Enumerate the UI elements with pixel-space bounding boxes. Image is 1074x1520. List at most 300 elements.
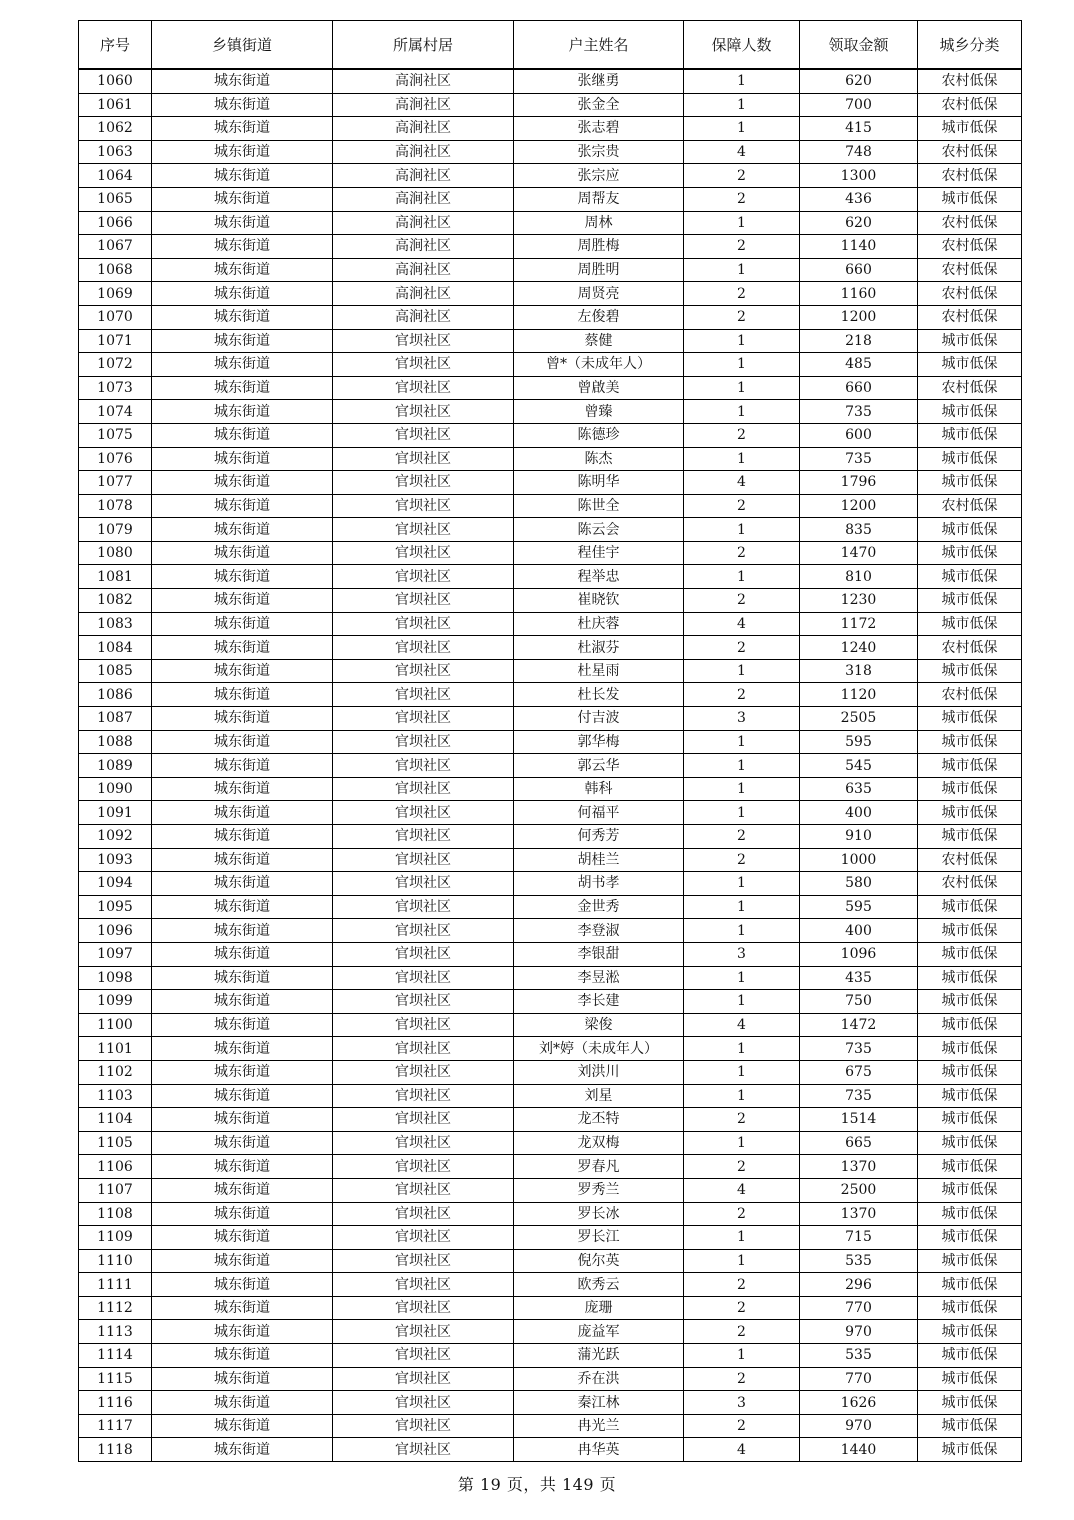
cell-town: 城东街道 xyxy=(152,1344,333,1368)
cell-village: 官坝社区 xyxy=(333,848,514,872)
cell-amount: 435 xyxy=(800,966,918,990)
cell-category: 农村低保 xyxy=(918,69,1022,93)
cell-persons: 2 xyxy=(684,1320,800,1344)
cell-village: 官坝社区 xyxy=(333,895,514,919)
cell-amount: 1796 xyxy=(800,471,918,495)
table-row xyxy=(79,1249,1022,1273)
cell-persons: 1 xyxy=(684,966,800,990)
cell-householder: 胡书孝 xyxy=(514,872,684,896)
cell-village: 官坝社区 xyxy=(333,942,514,966)
cell-amount: 400 xyxy=(800,801,918,825)
cell-village: 官坝社区 xyxy=(333,541,514,565)
cell-category: 城市低保 xyxy=(918,471,1022,495)
cell-category: 农村低保 xyxy=(918,872,1022,896)
cell-category: 城市低保 xyxy=(918,1273,1022,1297)
cell-town: 城东街道 xyxy=(152,235,333,259)
cell-householder: 周胜明 xyxy=(514,258,684,282)
cell-amount: 1120 xyxy=(800,683,918,707)
cell-persons: 4 xyxy=(684,1438,800,1462)
cell-village: 官坝社区 xyxy=(333,1037,514,1061)
cell-persons: 1 xyxy=(684,659,800,683)
cell-category: 城市低保 xyxy=(918,1226,1022,1250)
cell-persons: 2 xyxy=(684,305,800,329)
table-row xyxy=(79,825,1022,849)
cell-category: 城市低保 xyxy=(918,1155,1022,1179)
table-row xyxy=(79,1155,1022,1179)
table-row xyxy=(79,895,1022,919)
cell-seq: 1105 xyxy=(79,1131,152,1155)
cell-seq: 1077 xyxy=(79,471,152,495)
cell-householder: 罗长江 xyxy=(514,1226,684,1250)
cell-householder: 杜淑芬 xyxy=(514,636,684,660)
cell-amount: 1172 xyxy=(800,612,918,636)
cell-category: 城市低保 xyxy=(918,730,1022,754)
cell-category: 城市低保 xyxy=(918,1344,1022,1368)
cell-amount: 1230 xyxy=(800,589,918,613)
cell-category: 城市低保 xyxy=(918,1202,1022,1226)
cell-seq: 1097 xyxy=(79,942,152,966)
cell-amount: 1626 xyxy=(800,1391,918,1415)
table-row xyxy=(79,305,1022,329)
cell-persons: 1 xyxy=(684,1060,800,1084)
cell-category: 城市低保 xyxy=(918,825,1022,849)
cell-amount: 770 xyxy=(800,1367,918,1391)
cell-amount: 1096 xyxy=(800,942,918,966)
cell-seq: 1071 xyxy=(79,329,152,353)
cell-householder: 龙双梅 xyxy=(514,1131,684,1155)
cell-town: 城东街道 xyxy=(152,258,333,282)
cell-village: 高涧社区 xyxy=(333,305,514,329)
cell-amount: 665 xyxy=(800,1131,918,1155)
table-row xyxy=(79,93,1022,117)
cell-town: 城东街道 xyxy=(152,329,333,353)
cell-persons: 2 xyxy=(684,683,800,707)
cell-householder: 周帮友 xyxy=(514,187,684,211)
cell-village: 官坝社区 xyxy=(333,990,514,1014)
cell-seq: 1107 xyxy=(79,1178,152,1202)
table-row xyxy=(79,990,1022,1014)
cell-householder: 张金全 xyxy=(514,93,684,117)
cell-persons: 1 xyxy=(684,329,800,353)
cell-householder: 何福平 xyxy=(514,801,684,825)
cell-village: 官坝社区 xyxy=(333,1320,514,1344)
cell-persons: 1 xyxy=(684,990,800,1014)
cell-amount: 735 xyxy=(800,1037,918,1061)
cell-persons: 1 xyxy=(684,93,800,117)
cell-category: 城市低保 xyxy=(918,187,1022,211)
table-row xyxy=(79,329,1022,353)
cell-village: 官坝社区 xyxy=(333,683,514,707)
cell-category: 农村低保 xyxy=(918,305,1022,329)
cell-village: 高涧社区 xyxy=(333,140,514,164)
cell-village: 官坝社区 xyxy=(333,1249,514,1273)
cell-village: 官坝社区 xyxy=(333,1084,514,1108)
cell-amount: 545 xyxy=(800,754,918,778)
table-row xyxy=(79,659,1022,683)
cell-persons: 1 xyxy=(684,777,800,801)
cell-seq: 1080 xyxy=(79,541,152,565)
cell-amount: 1200 xyxy=(800,494,918,518)
header-row xyxy=(79,21,1022,70)
cell-householder: 李登淑 xyxy=(514,919,684,943)
cell-category: 城市低保 xyxy=(918,1320,1022,1344)
header-village: 所属村居 xyxy=(333,21,514,70)
cell-persons: 1 xyxy=(684,117,800,141)
table-row xyxy=(79,942,1022,966)
cell-seq: 1091 xyxy=(79,801,152,825)
cell-village: 官坝社区 xyxy=(333,636,514,660)
cell-town: 城东街道 xyxy=(152,1060,333,1084)
table-row xyxy=(79,69,1022,93)
cell-householder: 李银甜 xyxy=(514,942,684,966)
cell-category: 城市低保 xyxy=(918,801,1022,825)
table-row xyxy=(79,1296,1022,1320)
cell-category: 城市低保 xyxy=(918,1037,1022,1061)
cell-category: 农村低保 xyxy=(918,494,1022,518)
cell-town: 城东街道 xyxy=(152,872,333,896)
cell-category: 城市低保 xyxy=(918,1084,1022,1108)
cell-seq: 1114 xyxy=(79,1344,152,1368)
cell-seq: 1093 xyxy=(79,848,152,872)
cell-village: 官坝社区 xyxy=(333,1131,514,1155)
table-row xyxy=(79,211,1022,235)
cell-persons: 4 xyxy=(684,612,800,636)
cell-town: 城东街道 xyxy=(152,1178,333,1202)
cell-seq: 1113 xyxy=(79,1320,152,1344)
cell-seq: 1066 xyxy=(79,211,152,235)
table-row xyxy=(79,1273,1022,1297)
cell-householder: 金世秀 xyxy=(514,895,684,919)
cell-persons: 2 xyxy=(684,1273,800,1297)
cell-seq: 1108 xyxy=(79,1202,152,1226)
cell-persons: 2 xyxy=(684,1108,800,1132)
cell-town: 城东街道 xyxy=(152,1273,333,1297)
cell-town: 城东街道 xyxy=(152,683,333,707)
cell-householder: 崔晓钦 xyxy=(514,589,684,613)
table-row xyxy=(79,1391,1022,1415)
cell-amount: 1514 xyxy=(800,1108,918,1132)
cell-seq: 1068 xyxy=(79,258,152,282)
cell-category: 城市低保 xyxy=(918,423,1022,447)
cell-category: 农村低保 xyxy=(918,376,1022,400)
table-row xyxy=(79,494,1022,518)
cell-village: 官坝社区 xyxy=(333,518,514,542)
cell-town: 城东街道 xyxy=(152,801,333,825)
cell-persons: 2 xyxy=(684,187,800,211)
table-row xyxy=(79,589,1022,613)
cell-town: 城东街道 xyxy=(152,376,333,400)
cell-town: 城东街道 xyxy=(152,754,333,778)
cell-category: 城市低保 xyxy=(918,1013,1022,1037)
cell-category: 城市低保 xyxy=(918,1060,1022,1084)
cell-amount: 660 xyxy=(800,258,918,282)
table-row xyxy=(79,1344,1022,1368)
cell-village: 官坝社区 xyxy=(333,471,514,495)
cell-householder: 罗秀兰 xyxy=(514,1178,684,1202)
cell-persons: 1 xyxy=(684,69,800,93)
cell-persons: 1 xyxy=(684,353,800,377)
cell-seq: 1067 xyxy=(79,235,152,259)
cell-category: 农村低保 xyxy=(918,848,1022,872)
cell-category: 农村低保 xyxy=(918,93,1022,117)
cell-amount: 1300 xyxy=(800,164,918,188)
cell-persons: 1 xyxy=(684,872,800,896)
cell-village: 官坝社区 xyxy=(333,1202,514,1226)
cell-village: 官坝社区 xyxy=(333,1178,514,1202)
cell-category: 城市低保 xyxy=(918,1178,1022,1202)
cell-householder: 龙丕特 xyxy=(514,1108,684,1132)
table-row xyxy=(79,518,1022,542)
cell-householder: 周贤亮 xyxy=(514,282,684,306)
cell-persons: 1 xyxy=(684,1226,800,1250)
cell-category: 农村低保 xyxy=(918,636,1022,660)
cell-town: 城东街道 xyxy=(152,1013,333,1037)
table-row xyxy=(79,1320,1022,1344)
table-row xyxy=(79,187,1022,211)
cell-persons: 2 xyxy=(684,1202,800,1226)
cell-village: 高涧社区 xyxy=(333,211,514,235)
cell-seq: 1100 xyxy=(79,1013,152,1037)
cell-category: 城市低保 xyxy=(918,565,1022,589)
cell-seq: 1079 xyxy=(79,518,152,542)
table-row xyxy=(79,447,1022,471)
cell-amount: 1140 xyxy=(800,235,918,259)
cell-town: 城东街道 xyxy=(152,1391,333,1415)
cell-seq: 1069 xyxy=(79,282,152,306)
cell-category: 城市低保 xyxy=(918,518,1022,542)
cell-persons: 3 xyxy=(684,707,800,731)
table-body xyxy=(79,69,1022,1462)
cell-village: 官坝社区 xyxy=(333,1296,514,1320)
cell-category: 农村低保 xyxy=(918,164,1022,188)
cell-householder: 周胜梅 xyxy=(514,235,684,259)
cell-village: 高涧社区 xyxy=(333,235,514,259)
cell-amount: 1200 xyxy=(800,305,918,329)
cell-householder: 刘星 xyxy=(514,1084,684,1108)
cell-amount: 620 xyxy=(800,69,918,93)
cell-persons: 3 xyxy=(684,942,800,966)
cell-village: 官坝社区 xyxy=(333,1060,514,1084)
cell-town: 城东街道 xyxy=(152,187,333,211)
table-header xyxy=(79,21,1022,70)
table-row xyxy=(79,376,1022,400)
cell-town: 城东街道 xyxy=(152,353,333,377)
cell-seq: 1106 xyxy=(79,1155,152,1179)
cell-householder: 蒲光跃 xyxy=(514,1344,684,1368)
cell-category: 城市低保 xyxy=(918,589,1022,613)
cell-category: 城市低保 xyxy=(918,942,1022,966)
cell-village: 官坝社区 xyxy=(333,659,514,683)
cell-village: 官坝社区 xyxy=(333,1414,514,1438)
cell-village: 官坝社区 xyxy=(333,494,514,518)
cell-seq: 1073 xyxy=(79,376,152,400)
cell-householder: 陈明华 xyxy=(514,471,684,495)
cell-village: 高涧社区 xyxy=(333,187,514,211)
cell-seq: 1092 xyxy=(79,825,152,849)
cell-householder: 乔在洪 xyxy=(514,1367,684,1391)
cell-seq: 1110 xyxy=(79,1249,152,1273)
cell-village: 官坝社区 xyxy=(333,966,514,990)
cell-village: 高涧社区 xyxy=(333,282,514,306)
cell-seq: 1098 xyxy=(79,966,152,990)
cell-seq: 1084 xyxy=(79,636,152,660)
cell-category: 城市低保 xyxy=(918,1391,1022,1415)
cell-persons: 1 xyxy=(684,211,800,235)
table-row xyxy=(79,1013,1022,1037)
table-row xyxy=(79,1037,1022,1061)
cell-village: 官坝社区 xyxy=(333,1438,514,1462)
cell-amount: 600 xyxy=(800,423,918,447)
cell-householder: 何秀芳 xyxy=(514,825,684,849)
cell-amount: 535 xyxy=(800,1344,918,1368)
cell-seq: 1064 xyxy=(79,164,152,188)
cell-seq: 1070 xyxy=(79,305,152,329)
cell-persons: 4 xyxy=(684,140,800,164)
cell-amount: 400 xyxy=(800,919,918,943)
cell-householder: 杜长发 xyxy=(514,683,684,707)
cell-householder: 刘*婷（未成年人） xyxy=(514,1037,684,1061)
cell-town: 城东街道 xyxy=(152,895,333,919)
cell-town: 城东街道 xyxy=(152,494,333,518)
cell-persons: 2 xyxy=(684,164,800,188)
cell-seq: 1094 xyxy=(79,872,152,896)
cell-category: 农村低保 xyxy=(918,211,1022,235)
table-row xyxy=(79,1202,1022,1226)
cell-amount: 535 xyxy=(800,1249,918,1273)
cell-persons: 1 xyxy=(684,258,800,282)
table-row xyxy=(79,801,1022,825)
cell-category: 农村低保 xyxy=(918,683,1022,707)
cell-householder: 陈德珍 xyxy=(514,423,684,447)
cell-amount: 750 xyxy=(800,990,918,1014)
cell-amount: 1240 xyxy=(800,636,918,660)
cell-village: 官坝社区 xyxy=(333,423,514,447)
cell-town: 城东街道 xyxy=(152,1438,333,1462)
cell-amount: 735 xyxy=(800,447,918,471)
cell-householder: 程佳宇 xyxy=(514,541,684,565)
cell-seq: 1063 xyxy=(79,140,152,164)
page-footer: 第 19 页，共 149 页 xyxy=(457,1475,617,1494)
cell-amount: 436 xyxy=(800,187,918,211)
cell-town: 城东街道 xyxy=(152,848,333,872)
cell-householder: 陈杰 xyxy=(514,447,684,471)
cell-amount: 715 xyxy=(800,1226,918,1250)
cell-seq: 1065 xyxy=(79,187,152,211)
cell-persons: 2 xyxy=(684,282,800,306)
cell-householder: 李昱淞 xyxy=(514,966,684,990)
cell-category: 农村低保 xyxy=(918,258,1022,282)
cell-seq: 1082 xyxy=(79,589,152,613)
cell-village: 高涧社区 xyxy=(333,164,514,188)
cell-seq: 1061 xyxy=(79,93,152,117)
cell-town: 城东街道 xyxy=(152,518,333,542)
table-row xyxy=(79,423,1022,447)
table-row xyxy=(79,258,1022,282)
cell-persons: 4 xyxy=(684,1178,800,1202)
cell-town: 城东街道 xyxy=(152,140,333,164)
cell-householder: 曾啟美 xyxy=(514,376,684,400)
cell-seq: 1075 xyxy=(79,423,152,447)
cell-persons: 1 xyxy=(684,565,800,589)
cell-householder: 左俊碧 xyxy=(514,305,684,329)
cell-persons: 1 xyxy=(684,447,800,471)
cell-category: 城市低保 xyxy=(918,895,1022,919)
cell-amount: 835 xyxy=(800,518,918,542)
cell-persons: 1 xyxy=(684,730,800,754)
cell-amount: 770 xyxy=(800,1296,918,1320)
cell-amount: 748 xyxy=(800,140,918,164)
cell-amount: 1470 xyxy=(800,541,918,565)
cell-village: 官坝社区 xyxy=(333,1391,514,1415)
cell-amount: 700 xyxy=(800,93,918,117)
cell-amount: 296 xyxy=(800,1273,918,1297)
cell-town: 城东街道 xyxy=(152,1202,333,1226)
cell-town: 城东街道 xyxy=(152,730,333,754)
header-persons: 保障人数 xyxy=(684,21,800,70)
cell-category: 农村低保 xyxy=(918,140,1022,164)
table-row xyxy=(79,117,1022,141)
cell-village: 高涧社区 xyxy=(333,117,514,141)
table-row xyxy=(79,872,1022,896)
cell-amount: 810 xyxy=(800,565,918,589)
table-row xyxy=(79,848,1022,872)
cell-persons: 1 xyxy=(684,895,800,919)
cell-seq: 1078 xyxy=(79,494,152,518)
cell-village: 官坝社区 xyxy=(333,801,514,825)
cell-seq: 1112 xyxy=(79,1296,152,1320)
cell-amount: 735 xyxy=(800,400,918,424)
cell-town: 城东街道 xyxy=(152,1249,333,1273)
table-row xyxy=(79,235,1022,259)
table-row xyxy=(79,140,1022,164)
cell-householder: 倪尔英 xyxy=(514,1249,684,1273)
cell-category: 城市低保 xyxy=(918,990,1022,1014)
header-householder: 户主姓名 xyxy=(514,21,684,70)
cell-town: 城东街道 xyxy=(152,589,333,613)
cell-town: 城东街道 xyxy=(152,919,333,943)
cell-category: 城市低保 xyxy=(918,541,1022,565)
table-row xyxy=(79,1084,1022,1108)
cell-town: 城东街道 xyxy=(152,1367,333,1391)
table-row xyxy=(79,636,1022,660)
cell-town: 城东街道 xyxy=(152,1296,333,1320)
cell-householder: 梁俊 xyxy=(514,1013,684,1037)
cell-householder: 秦江林 xyxy=(514,1391,684,1415)
cell-village: 高涧社区 xyxy=(333,258,514,282)
cell-category: 城市低保 xyxy=(918,919,1022,943)
cell-amount: 2500 xyxy=(800,1178,918,1202)
cell-seq: 1118 xyxy=(79,1438,152,1462)
table-row xyxy=(79,471,1022,495)
cell-amount: 1370 xyxy=(800,1202,918,1226)
cell-village: 官坝社区 xyxy=(333,353,514,377)
header-category: 城乡分类 xyxy=(918,21,1022,70)
cell-town: 城东街道 xyxy=(152,541,333,565)
table-row xyxy=(79,1438,1022,1462)
cell-seq: 1096 xyxy=(79,919,152,943)
cell-town: 城东街道 xyxy=(152,471,333,495)
cell-town: 城东街道 xyxy=(152,825,333,849)
cell-householder: 张志碧 xyxy=(514,117,684,141)
cell-amount: 675 xyxy=(800,1060,918,1084)
cell-town: 城东街道 xyxy=(152,1320,333,1344)
cell-persons: 1 xyxy=(684,919,800,943)
cell-village: 官坝社区 xyxy=(333,376,514,400)
cell-village: 官坝社区 xyxy=(333,447,514,471)
cell-village: 官坝社区 xyxy=(333,730,514,754)
cell-persons: 1 xyxy=(684,518,800,542)
cell-village: 官坝社区 xyxy=(333,1155,514,1179)
